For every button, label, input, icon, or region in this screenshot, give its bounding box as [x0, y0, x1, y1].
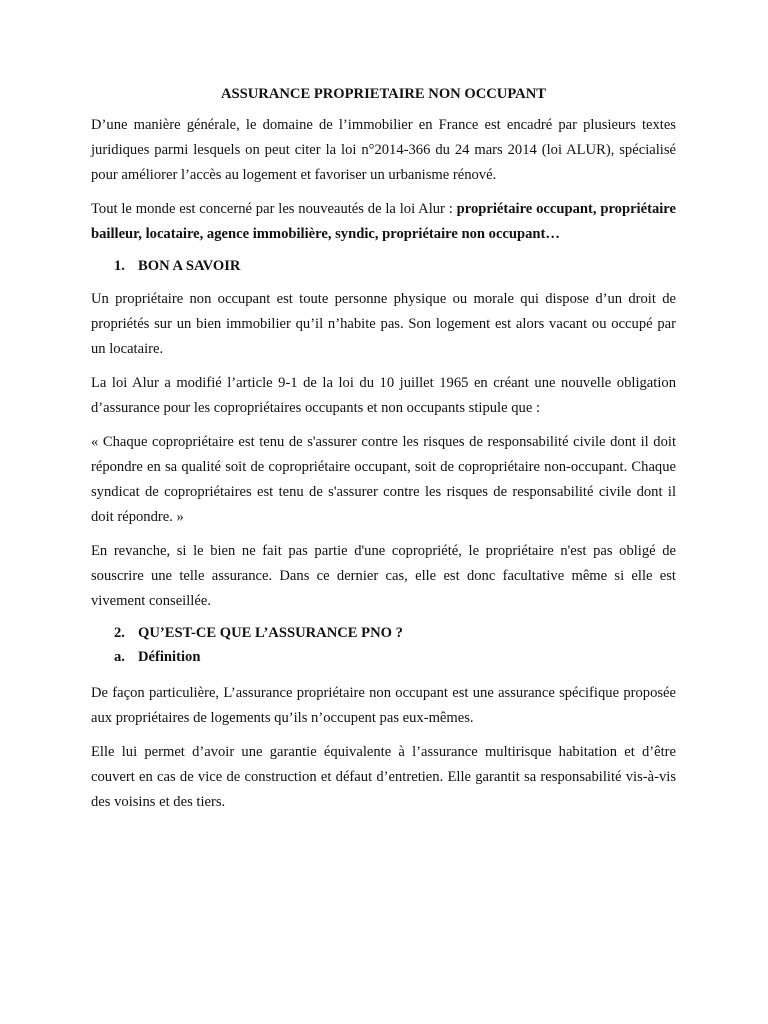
document-title: ASSURANCE PROPRIETAIRE NON OCCUPANT: [220, 86, 546, 102]
section-number-2: 2.: [114, 625, 125, 641]
paragraph-pno-definition: De façon particulière, L’assurance propriétaire non occupant est une assurance spécifique proposée aux propriétaires de logements qu’ils n’occupent pas eux-mêmes.: [91, 685, 676, 726]
paragraph-concerned-intro: Tout le monde est concerné par les nouveautés de la loi Alur :: [91, 201, 457, 217]
subsection-title-a: Définition: [138, 649, 201, 665]
section-heading-2: [91, 623, 676, 643]
subsection-letter-a: a.: [114, 649, 125, 665]
section-title-2: QU’EST-CE QUE L’ASSURANCE PNO ?: [138, 625, 403, 641]
section-number-1: 1.: [114, 258, 125, 274]
paragraph-alur-article: La loi Alur a modifié l’article 9-1 de la loi du 10 juillet 1965 en créant une nouvelle obligation d’assurance pour les copropriétaires occupants et non occupants stipule que :: [91, 375, 676, 416]
subsection-heading-a: [91, 647, 676, 667]
document-page: [91, 84, 676, 824]
paragraph-however: En revanche, si le bien ne fait pas partie d'une copropriété, le propriétaire n'est pas obligé de souscrire une telle assurance. Dans ce dernier cas, elle est donc facultative même si elle est vivement conseillée.: [91, 543, 676, 609]
section-title-1: BON A SAVOIR: [138, 258, 241, 274]
paragraph-concerned: [91, 197, 676, 247]
paragraph-definition-owner: Un propriétaire non occupant est toute personne physique ou morale qui dispose d’un droit de propriétés sur un bien immobilier qu’il n’habite pas. Son logement est alors vacant ou occupé par un locataire.: [91, 291, 676, 357]
paragraph-concerned-list: propriétaire occupant, propriétaire bailleur, locataire, agence immobilière, syndic, propriétaire non occupant…: [91, 201, 676, 242]
paragraph-pno-coverage: Elle lui permet d’avoir une garantie équivalente à l’assurance multirisque habitation et d’être couvert en cas de vice de construction et défaut d’entretien. Elle garantit sa responsabilité vis-à-vis des voisins et des tiers.: [91, 744, 676, 810]
paragraph-quote: « Chaque copropriétaire est tenu de s'assurer contre les risques de responsabilité civile dont il doit répondre en sa qualité soit de copropriétaire occupant, soit de copropriétaire non-occupant. Chaque syndicat de copropriétaires est tenu de s'assurer contre les risques de responsabilité civile dont il doit répondre. »: [91, 434, 676, 525]
section-heading-1: [91, 256, 676, 276]
paragraph-intro: D’une manière générale, le domaine de l’immobilier en France est encadré par plusieurs textes juridiques parmi lesquels on peut citer la loi n°2014-366 du 24 mars 2014 (loi ALUR), spécialisé pour améliorer l’accès au logement et favoriser un urbanisme rénové.: [91, 117, 676, 183]
